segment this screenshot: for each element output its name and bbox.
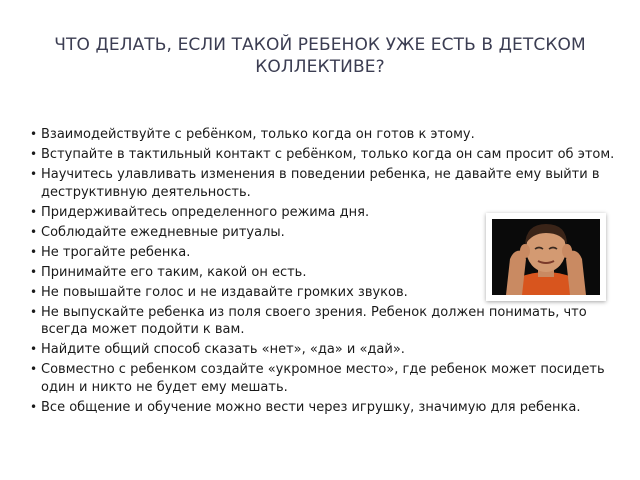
bullet-marker: • bbox=[30, 264, 38, 279]
bullet-text: Взаимодействуйте с ребёнком, только когда он готов к этому. bbox=[41, 127, 475, 142]
list-item bbox=[30, 126, 630, 144]
bullet-text: Научитесь улавливать изменения в поведении ребенка, не давайте ему выйти в деструктивную деятельность. bbox=[41, 167, 600, 200]
bullet-text: Не повышайте голос и не издавайте громких звуков. bbox=[41, 284, 408, 300]
bullet-marker: • bbox=[30, 399, 38, 414]
bullet-text: Вступайте в тактильный контакт с ребёнком, только когда он сам просит об этом. bbox=[41, 147, 615, 162]
bullet-text: Все общение и обучение можно вести через игрушку, значимую для ребенка. bbox=[41, 399, 581, 415]
list-item bbox=[30, 361, 630, 396]
bullet-marker: • bbox=[30, 204, 38, 219]
list-item bbox=[30, 146, 630, 164]
bullet-text: Придерживайтесь определенного режима дня. bbox=[41, 204, 370, 220]
list-item bbox=[30, 166, 630, 201]
bullet-text: Совместно с ребенком создайте «укромное место», где ребенок может посидеть один и никто не будет ему мешать. bbox=[41, 362, 605, 395]
slide-title: ЧТО ДЕЛАТЬ, ЕСЛИ ТАКОЙ РЕБЕНОК УЖЕ ЕСТЬ В ДЕТСКОМ КОЛЛЕКТИВЕ? bbox=[54, 35, 586, 77]
bullet-text: Найдите общий способ сказать «нет», «да» и «дай». bbox=[41, 342, 405, 357]
list-item bbox=[30, 204, 496, 222]
list-item bbox=[30, 341, 630, 359]
bullet-marker: • bbox=[30, 147, 38, 161]
bullet-marker: • bbox=[30, 167, 38, 181]
list-item bbox=[30, 399, 630, 417]
bullet-marker: • bbox=[30, 362, 38, 376]
bullet-marker: • bbox=[30, 304, 38, 319]
bullet-marker: • bbox=[30, 342, 38, 356]
list-item bbox=[30, 264, 496, 282]
bullet-marker: • bbox=[30, 244, 38, 259]
bullet-text: Принимайте его таким, какой он есть. bbox=[41, 264, 307, 280]
list-item bbox=[30, 224, 496, 242]
bullet-text: Не трогайте ребенка. bbox=[41, 244, 191, 260]
bullet-text: Не выпускайте ребенка из поля своего зрения. Ребенок должен понимать, что всегда может подойти к вам. bbox=[41, 304, 587, 337]
bullet-marker: • bbox=[30, 224, 38, 239]
list-item bbox=[30, 244, 496, 262]
bullet-text: Соблюдайте ежедневные ритуалы. bbox=[41, 224, 285, 240]
list-item bbox=[30, 304, 630, 339]
photo-frame bbox=[486, 213, 606, 301]
bullet-marker: • bbox=[30, 284, 38, 299]
bullet-marker: • bbox=[30, 127, 38, 141]
boy-covering-ears-photo bbox=[492, 219, 600, 295]
